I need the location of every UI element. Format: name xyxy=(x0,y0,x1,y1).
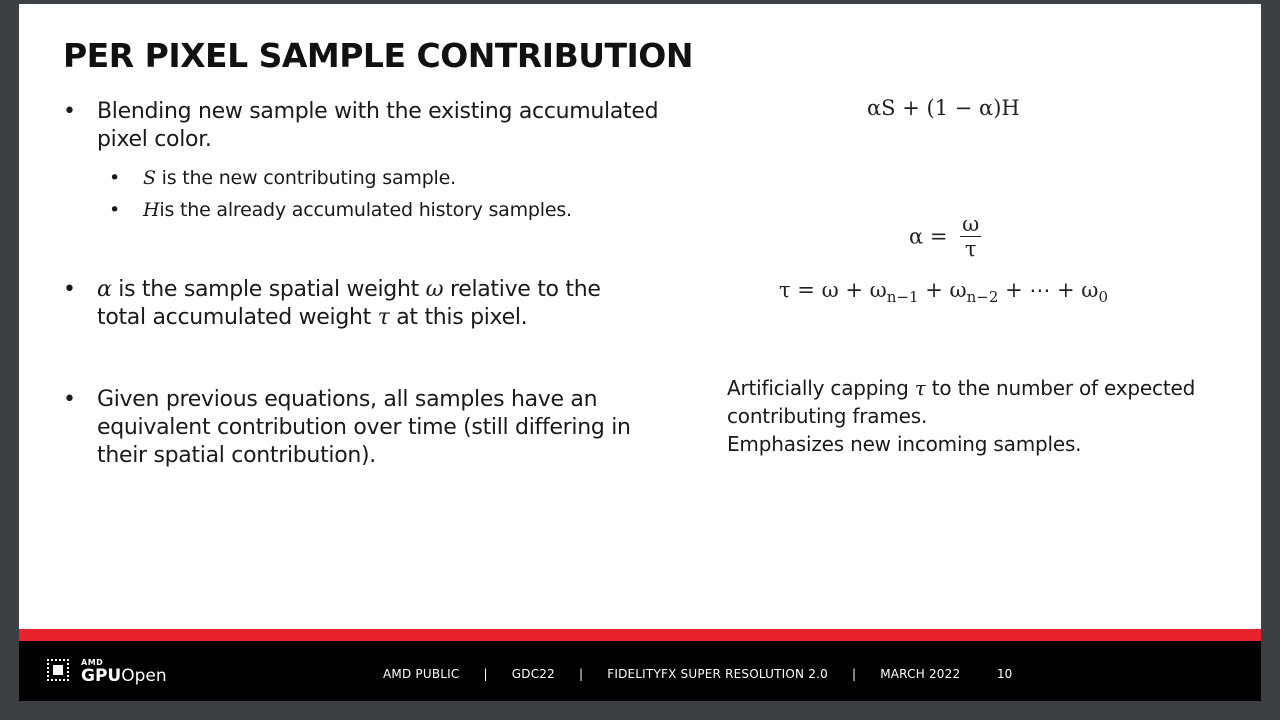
gpuopen-chip-logo-icon xyxy=(47,659,69,681)
bullet-line xyxy=(97,304,677,332)
logo-amd-text: AMD xyxy=(81,658,104,667)
tau-equation xyxy=(779,278,1108,306)
footer-separator: | xyxy=(578,667,584,681)
bullet-line: Given previous equations, all samples have an xyxy=(97,387,598,412)
math-omega: ω xyxy=(425,277,444,302)
math-h: H xyxy=(143,199,160,221)
tau-part: τ = ω + ω xyxy=(779,278,887,302)
alpha-fraction xyxy=(960,212,981,261)
bullet-line: equivalent contribution over time (still differing in xyxy=(97,415,631,440)
logo-open: Open xyxy=(121,666,167,686)
capping-note xyxy=(727,374,1207,458)
bullet-dot: • xyxy=(63,277,76,302)
accent-bar xyxy=(19,629,1261,641)
fraction-denominator: τ xyxy=(964,237,977,261)
footer-separator: | xyxy=(851,667,857,681)
note-line: Emphasizes new incoming samples. xyxy=(727,432,1082,456)
tau-subscript: 0 xyxy=(1098,288,1108,307)
slide xyxy=(19,4,1261,701)
footer-info xyxy=(383,667,960,681)
footer-topic: FIDELITYFX SUPER RESOLUTION 2.0 xyxy=(607,667,828,681)
bullet-dot: • xyxy=(63,99,76,124)
math-tau: τ xyxy=(377,305,390,330)
logo-gpuopen-text xyxy=(81,666,167,686)
page-number: 10 xyxy=(997,667,1013,681)
fraction-numerator: ω xyxy=(962,212,980,236)
bullet-dot: • xyxy=(63,387,76,412)
note-line xyxy=(727,374,1207,402)
bullet-dot: • xyxy=(109,167,121,189)
note-line: contributing frames. xyxy=(727,404,928,428)
sub-bullet-text: is the already accumulated history samples. xyxy=(159,199,572,221)
footer-separator: | xyxy=(483,667,488,681)
footer-date: MARCH 2022 xyxy=(880,667,961,681)
alpha-equation xyxy=(909,212,981,261)
bullet-dot: • xyxy=(109,199,121,221)
blend-equation: αS + (1 − α)H xyxy=(867,96,1020,120)
bullet-line: Blending new sample with the existing accumulated xyxy=(97,99,659,124)
bullet-line: their spatial contribution). xyxy=(97,443,376,468)
note-text: to the number of expected xyxy=(925,376,1196,400)
bullet-text: relative to the xyxy=(443,277,601,302)
logo-gpu: GPU xyxy=(81,666,122,686)
bullet-text: total accumulated weight xyxy=(97,305,378,330)
bullet-line: pixel color. xyxy=(97,127,212,152)
sub-bullet-text: is the new contributing sample. xyxy=(155,167,456,189)
alpha-lhs: α = xyxy=(909,224,948,249)
tau-part: + ⋯ + ω xyxy=(998,278,1099,302)
note-text: Artificially capping xyxy=(727,376,915,400)
footer xyxy=(19,641,1261,701)
tau-part: + ω xyxy=(918,278,967,302)
tau-subscript: n−1 xyxy=(886,288,919,307)
bullet-line xyxy=(97,276,677,304)
bullet-text: is the sample spatial weight xyxy=(111,277,426,302)
slide-title: PER PIXEL SAMPLE CONTRIBUTION xyxy=(63,36,693,75)
bullet-text: at this pixel. xyxy=(389,305,528,330)
math-tau: τ xyxy=(914,376,926,400)
math-s: S xyxy=(143,167,156,189)
math-alpha: α xyxy=(97,277,112,302)
tau-subscript: n−2 xyxy=(966,288,999,307)
footer-classification: AMD PUBLIC xyxy=(383,667,460,681)
footer-event: GDC22 xyxy=(511,667,555,681)
